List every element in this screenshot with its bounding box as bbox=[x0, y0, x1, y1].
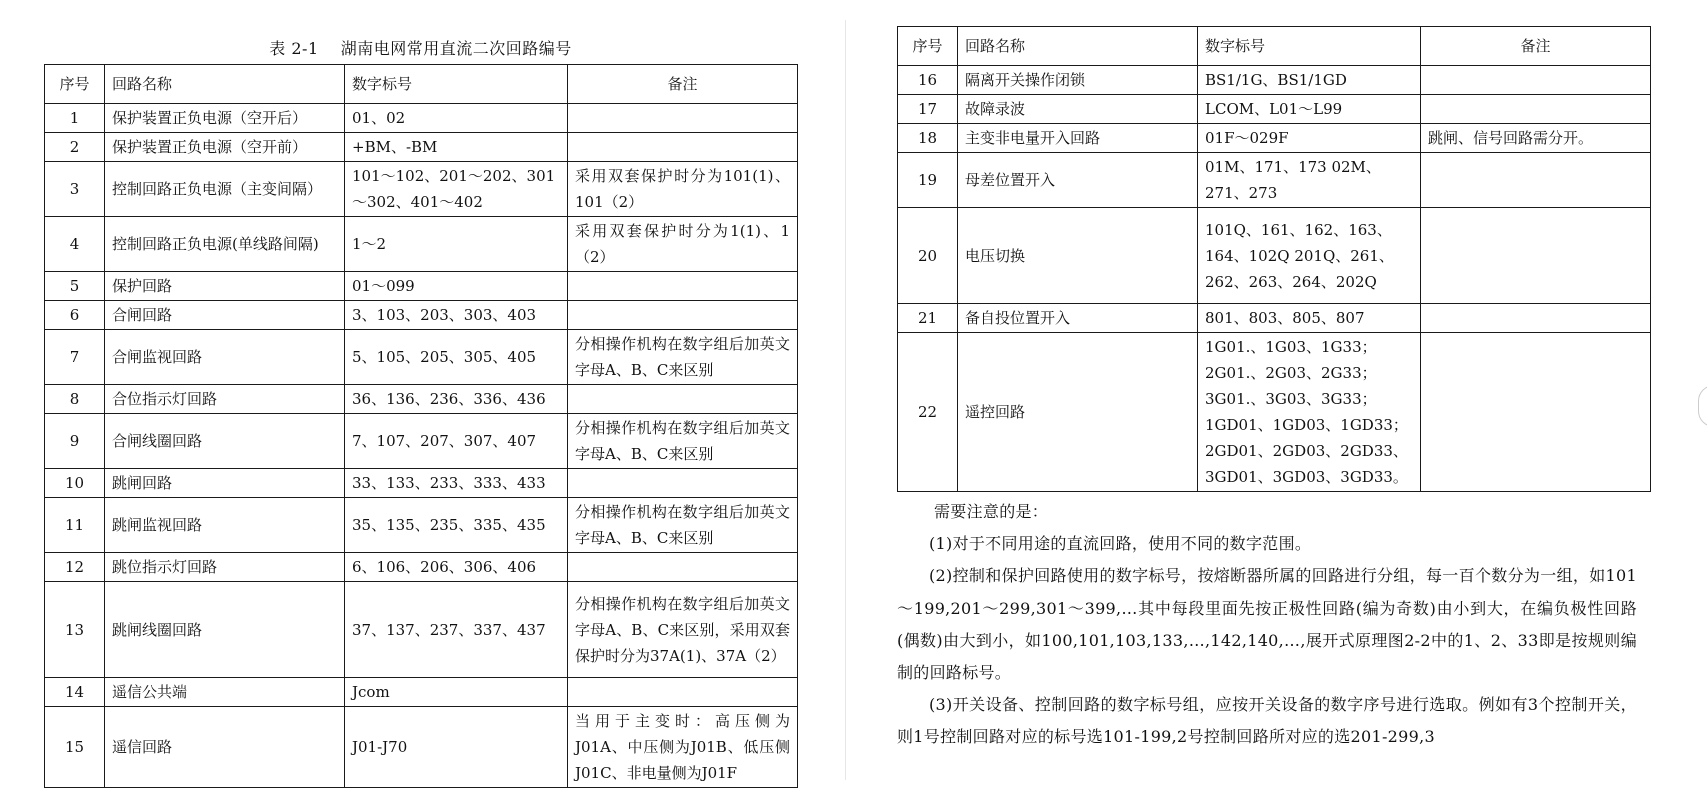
header-name: 回路名称 bbox=[958, 27, 1198, 66]
header-code: 数字标号 bbox=[345, 65, 568, 104]
row-code: 3、103、203、303、403 bbox=[345, 301, 568, 330]
row-note bbox=[568, 678, 798, 707]
row-note bbox=[1421, 333, 1651, 492]
row-code: 36、136、236、336、436 bbox=[345, 385, 568, 414]
table-row bbox=[45, 498, 798, 553]
header-note: 备注 bbox=[568, 65, 798, 104]
row-note bbox=[568, 385, 798, 414]
row-name: 电压切换 bbox=[958, 208, 1198, 304]
row-code: 101～102、201～202、301～302、401～402 bbox=[345, 162, 568, 217]
row-note bbox=[1421, 304, 1651, 333]
row-code: BS1/1G、BS1/1GD bbox=[1198, 66, 1421, 95]
row-name: 主变非电量开入回路 bbox=[958, 124, 1198, 153]
header-note: 备注 bbox=[1421, 27, 1651, 66]
row-name: 保护装置正负电源（空开后） bbox=[105, 104, 345, 133]
row-name: 隔离开关操作闭锁 bbox=[958, 66, 1198, 95]
table-row bbox=[45, 330, 798, 385]
row-number: 4 bbox=[45, 217, 105, 272]
row-code: +BM、-BM bbox=[345, 133, 568, 162]
left-page bbox=[0, 0, 845, 807]
row-number: 20 bbox=[898, 208, 958, 304]
table-row bbox=[45, 133, 798, 162]
notes-text bbox=[897, 496, 1637, 754]
row-number: 8 bbox=[45, 385, 105, 414]
row-note: 分相操作机构在数字组后加英文字母A、B、C来区别 bbox=[568, 414, 798, 469]
row-name: 合闸监视回路 bbox=[105, 330, 345, 385]
row-code: 5、105、205、305、405 bbox=[345, 330, 568, 385]
row-name: 跳闸回路 bbox=[105, 469, 345, 498]
notes-intro: 需要注意的是： bbox=[934, 502, 1049, 521]
table-row bbox=[45, 385, 798, 414]
table-row bbox=[45, 553, 798, 582]
row-code: 01F～029F bbox=[1198, 124, 1421, 153]
row-code: 01、02 bbox=[345, 104, 568, 133]
circuit-code-table-left bbox=[44, 64, 798, 788]
table-row bbox=[45, 104, 798, 133]
row-number: 5 bbox=[45, 272, 105, 301]
table-row bbox=[898, 208, 1651, 304]
row-name: 备自投位置开入 bbox=[958, 304, 1198, 333]
table-title: 表 2-1 湖南电网常用直流二次回路编号 bbox=[269, 39, 572, 58]
row-number: 7 bbox=[45, 330, 105, 385]
row-number: 17 bbox=[898, 95, 958, 124]
row-note bbox=[1421, 95, 1651, 124]
row-note bbox=[1421, 153, 1651, 208]
row-name: 遥控回路 bbox=[958, 333, 1198, 492]
row-note: 采用双套保护时分为1(1)、1（2） bbox=[568, 217, 798, 272]
row-note bbox=[568, 469, 798, 498]
row-note: 分相操作机构在数字组后加英文字母A、B、C来区别，采用双套保护时分为37A(1)、37A（2） bbox=[568, 582, 798, 678]
row-name: 跳闸线圈回路 bbox=[105, 582, 345, 678]
row-code: 6、106、206、306、406 bbox=[345, 553, 568, 582]
note-paragraph-2: (2)控制和保护回路使用的数字标号，按熔断器所属的回路进行分组，每一百个数分为一组，如101～199,201～299,301～399,…其中每段里面先按正极性回路(编为奇数)由小到大，在编负极性回路(偶数)由大到小，如100,101,103,133,…,142,140,…,展开式原理图2-2中的1、2、33即是按规则编制的回路标号。 bbox=[897, 566, 1637, 683]
row-number: 6 bbox=[45, 301, 105, 330]
row-code: 37、137、237、337、437 bbox=[345, 582, 568, 678]
row-name: 保护装置正负电源（空开前） bbox=[105, 133, 345, 162]
row-name: 控制回路正负电源（主变间隔） bbox=[105, 162, 345, 217]
note-paragraph-1: (1)对于不同用途的直流回路，使用不同的数字范围。 bbox=[929, 534, 1312, 554]
table-header-row bbox=[898, 27, 1651, 66]
row-note: 采用双套保护时分为101(1)、101（2） bbox=[568, 162, 798, 217]
row-code: 01～099 bbox=[345, 272, 568, 301]
table-row bbox=[45, 162, 798, 217]
row-name: 母差位置开入 bbox=[958, 153, 1198, 208]
row-number: 2 bbox=[45, 133, 105, 162]
table-row bbox=[45, 582, 798, 678]
row-code: J01-J70 bbox=[345, 707, 568, 788]
row-note: 当用于主变时：高压侧为J01A、中压侧为J01B、低压侧J01C、非电量侧为J01F bbox=[568, 707, 798, 788]
row-name: 跳闸监视回路 bbox=[105, 498, 345, 553]
row-number: 15 bbox=[45, 707, 105, 788]
row-note bbox=[568, 301, 798, 330]
header-no: 序号 bbox=[898, 27, 958, 66]
row-name: 合闸回路 bbox=[105, 301, 345, 330]
row-code: LCOM、L01～L99 bbox=[1198, 95, 1421, 124]
row-note bbox=[568, 104, 798, 133]
row-code: 1～2 bbox=[345, 217, 568, 272]
table-row bbox=[898, 153, 1651, 208]
header-name: 回路名称 bbox=[105, 65, 345, 104]
table-row bbox=[898, 95, 1651, 124]
row-note bbox=[568, 133, 798, 162]
row-number: 22 bbox=[898, 333, 958, 492]
note-paragraph-3: (3)开关设备、控制回路的数字标号组，应按开关设备的数字序号进行选取。例如有3个控制开关，则1号控制回路对应的标号选101-199,2号控制回路所对应的选201-299,3 bbox=[897, 695, 1637, 747]
row-note: 分相操作机构在数字组后加英文字母A、B、C来区别 bbox=[568, 498, 798, 553]
row-name: 遥信公共端 bbox=[105, 678, 345, 707]
row-number: 9 bbox=[45, 414, 105, 469]
row-code: 801、803、805、807 bbox=[1198, 304, 1421, 333]
row-number: 3 bbox=[45, 162, 105, 217]
row-note: 分相操作机构在数字组后加英文字母A、B、C来区别 bbox=[568, 330, 798, 385]
row-name: 遥信回路 bbox=[105, 707, 345, 788]
table-row bbox=[45, 707, 798, 788]
row-note bbox=[568, 553, 798, 582]
table-row bbox=[898, 124, 1651, 153]
row-code: 01M、171、173 02M、271、273 bbox=[1198, 153, 1421, 208]
table-header-row bbox=[45, 65, 798, 104]
row-name: 故障录波 bbox=[958, 95, 1198, 124]
row-name: 控制回路正负电源(单线路间隔) bbox=[105, 217, 345, 272]
row-name: 合闸线圈回路 bbox=[105, 414, 345, 469]
row-code: 33、133、233、333、433 bbox=[345, 469, 568, 498]
row-code: Jcom bbox=[345, 678, 568, 707]
table-row bbox=[45, 301, 798, 330]
circuit-code-table-right bbox=[897, 26, 1651, 492]
table-row bbox=[45, 469, 798, 498]
row-name: 保护回路 bbox=[105, 272, 345, 301]
row-number: 16 bbox=[898, 66, 958, 95]
row-code: 1G01.、1G03、1G33；2G01.、2G03、2G33；3G01.、3G03、3G33；1GD01、1GD03、1GD33；2GD01、2GD03、2GD33、3GD01、3GD03、3GD33。 bbox=[1198, 333, 1421, 492]
row-note bbox=[1421, 208, 1651, 304]
table-row bbox=[45, 272, 798, 301]
row-number: 12 bbox=[45, 553, 105, 582]
row-code: 35、135、235、335、435 bbox=[345, 498, 568, 553]
row-number: 13 bbox=[45, 582, 105, 678]
row-name: 合位指示灯回路 bbox=[105, 385, 345, 414]
header-no: 序号 bbox=[45, 65, 105, 104]
table-row bbox=[45, 678, 798, 707]
row-code: 7、107、207、307、407 bbox=[345, 414, 568, 469]
row-number: 10 bbox=[45, 469, 105, 498]
row-number: 21 bbox=[898, 304, 958, 333]
row-number: 1 bbox=[45, 104, 105, 133]
row-code: 101Q、161、162、163、164、102Q 201Q、261、262、263、264、202Q bbox=[1198, 208, 1421, 304]
row-name: 跳位指示灯回路 bbox=[105, 553, 345, 582]
row-number: 18 bbox=[898, 124, 958, 153]
row-number: 14 bbox=[45, 678, 105, 707]
row-note bbox=[1421, 66, 1651, 95]
table-row bbox=[45, 217, 798, 272]
row-number: 19 bbox=[898, 153, 958, 208]
row-number: 11 bbox=[45, 498, 105, 553]
table-row bbox=[898, 333, 1651, 492]
row-note: 跳闸、信号回路需分开。 bbox=[1421, 124, 1651, 153]
table-row bbox=[898, 304, 1651, 333]
header-code: 数字标号 bbox=[1198, 27, 1421, 66]
table-row bbox=[898, 66, 1651, 95]
table-row bbox=[45, 414, 798, 469]
row-note bbox=[568, 272, 798, 301]
